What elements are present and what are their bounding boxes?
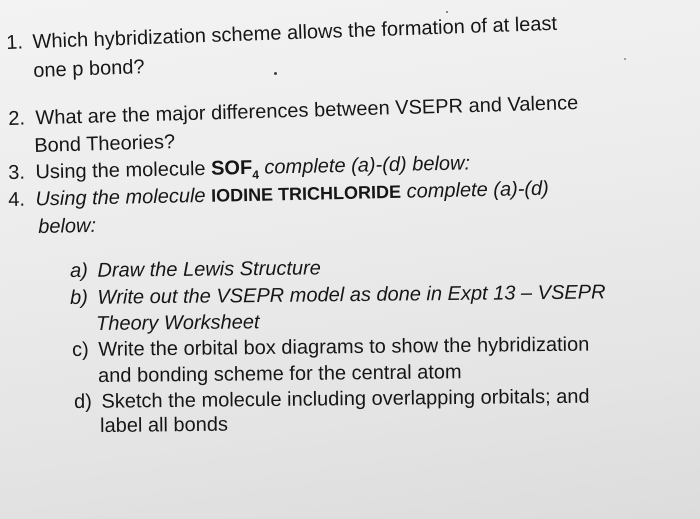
question-2-text: What are the major differences between VSEPR and Valence (35, 92, 579, 130)
question-2-line-1 (8, 93, 578, 129)
molecule-name: IODINE TRICHLORIDE (210, 181, 402, 206)
question-3-prefix: Using the molecule (35, 157, 212, 184)
question-1-line-2 (33, 57, 145, 81)
part-d-text: Sketch the molecule including overlapping orbitals; and (101, 385, 590, 413)
part-b-label: b) (69, 286, 89, 309)
question-4-prefix: Using the molecule (35, 184, 212, 211)
question-1-number: 1. (5, 31, 24, 54)
part-d-label: d) (73, 390, 93, 413)
question-2-text-cont: Bond Theories? (33, 131, 176, 157)
part-b-text: Write out the VSEPR model as done in Expt 13 – VSEPR (97, 281, 606, 309)
question-3-suffix: complete (a)-(d) below: (258, 152, 471, 179)
part-c-text: Write the orbital box diagrams to show the hybridization (98, 333, 590, 361)
part-c-line-2 (98, 362, 462, 386)
part-a-label: a) (69, 259, 89, 282)
part-b-line-2 (96, 312, 260, 334)
part-d-line-2 (100, 415, 228, 436)
question-4-cont: below: (37, 214, 97, 238)
part-a-text: Draw the Lewis Structure (97, 257, 321, 282)
question-1-text: Which hybridization scheme allows the formation of at least (32, 12, 558, 54)
part-c-label: c) (71, 338, 89, 361)
question-1-line-1 (6, 14, 557, 53)
part-a (70, 258, 321, 281)
part-c-line-1 (72, 335, 589, 360)
question-2-number: 2. (7, 107, 26, 130)
part-d-line-1 (74, 387, 590, 412)
part-b-text-cont: Theory Worksheet (95, 311, 260, 335)
part-b-line-1 (70, 282, 606, 308)
molecule-formula-subscript: 4 (252, 167, 260, 182)
part-c-text-cont: and bonding scheme for the central atom (97, 361, 462, 387)
question-2-line-2 (34, 132, 175, 156)
question-4-number: 4. (7, 188, 26, 211)
dust-speck (624, 58, 626, 60)
dust-speck (446, 11, 448, 13)
molecule-formula: SOF (210, 156, 253, 180)
part-d-text-cont: label all bonds (99, 413, 229, 437)
question-3-number: 3. (7, 161, 26, 184)
question-4-line-2 (38, 216, 96, 237)
question-4-suffix: complete (a)-(d) (400, 177, 550, 203)
question-1-text-cont: one p bond? (32, 56, 145, 82)
dust-speck (274, 72, 277, 75)
